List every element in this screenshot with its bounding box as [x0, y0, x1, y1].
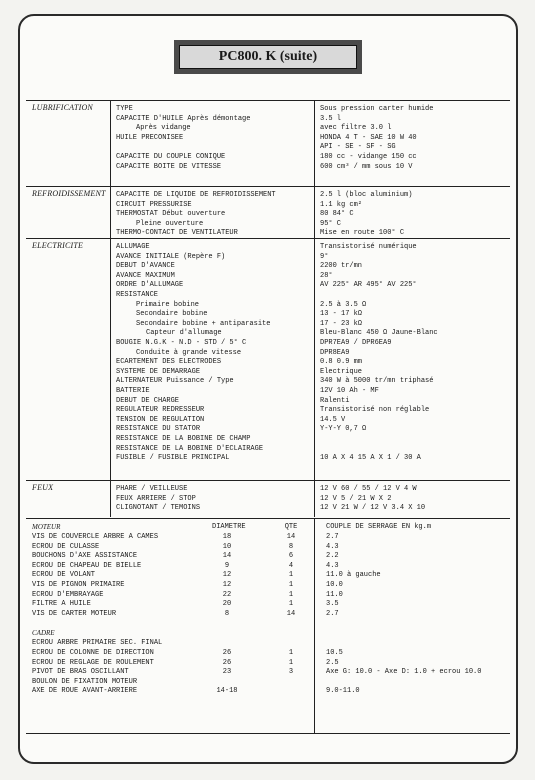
torque-value: 2.7 — [326, 609, 339, 618]
spec-label: TYPE — [116, 105, 133, 113]
torque-row — [26, 591, 510, 599]
spec-label: Primaire bobine — [136, 300, 200, 309]
spec-value: avec filtre 3.0 l — [320, 124, 392, 133]
spec-row — [26, 435, 510, 443]
quantity-value: 1 — [288, 600, 294, 609]
diameter-value: 26 — [222, 649, 232, 657]
couple-heading: COUPLE DE SERRAGE EN kg.m — [326, 523, 432, 531]
spec-value: 180 cc - vidange 150 cc — [320, 153, 417, 161]
part-label: ECROU DE CHAPEAU DE BIELLE — [32, 561, 142, 570]
spec-label: CIRCUIT PRESSURISE — [116, 200, 192, 209]
spec-value: 14.5 V — [320, 415, 346, 424]
spec-row — [26, 291, 510, 299]
spec-sheet — [18, 14, 518, 764]
spec-value: HONDA 4 T - SAE 10 W 40 — [320, 133, 417, 142]
section-feux — [26, 480, 510, 517]
column-divider — [314, 519, 315, 733]
spec-label: BOUGIE N.G.K - N.D - STD / 5° C — [116, 339, 247, 347]
spec-label: Capteur d'allumage — [146, 329, 222, 338]
torque-value: 11.0 — [326, 590, 343, 599]
spec-label: HUILE PRECONISEE — [116, 133, 184, 142]
diameter-value: 14-18 — [216, 687, 238, 696]
part-label: ECROU DE VOLANT — [32, 571, 96, 580]
spec-value: 12 V 5 / 21 W X 2 — [320, 494, 392, 503]
diameter-value: 18 — [222, 533, 232, 541]
spec-label: ALLUMAGE — [116, 243, 150, 251]
part-label: ECROU DE REGLAGE DE ROULEMENT — [32, 658, 154, 667]
spec-label: AVANCE MAXIMUM — [116, 271, 175, 280]
spec-row — [26, 153, 510, 161]
moteur-heading: MOTEUR — [32, 523, 61, 531]
spec-value: 12V 10 Ah - MF — [320, 387, 379, 395]
torque-value: 3.5 — [326, 600, 339, 609]
torque-value: 2.5 — [326, 658, 339, 667]
spec-label: DEBUT D'AVANCE — [116, 262, 175, 271]
spec-value: 13 - 17 kΩ — [320, 310, 363, 319]
spec-label: BATTERIE — [116, 387, 150, 395]
torque-value: 10.5 — [326, 649, 343, 657]
torque-value: 4.3 — [326, 542, 339, 551]
torque-row — [26, 678, 510, 686]
spec-row — [26, 485, 510, 493]
quantity-value: 14 — [286, 609, 296, 618]
torque-value: Axe G: 10.0 - Axe D: 1.0 + ecrou 10.0 — [326, 668, 482, 677]
spec-row — [26, 229, 510, 237]
spec-value: 28° — [320, 271, 333, 280]
torque-row — [26, 687, 510, 695]
torque-row — [26, 610, 510, 618]
spec-value: Transistorisé numérique — [320, 243, 417, 251]
spec-row — [26, 425, 510, 433]
spec-value: 95° C — [320, 219, 342, 228]
spec-row — [26, 387, 510, 395]
spec-value: 3.5 l — [320, 114, 342, 123]
spec-value: AV 225° AR 495° AV 225° — [320, 281, 417, 290]
spec-label: Après vidange — [136, 124, 191, 133]
section-electricite — [26, 238, 510, 481]
spec-label: CAPACITE DU COUPLE CONIQUE — [116, 153, 226, 161]
spec-row — [26, 272, 510, 280]
torque-value: 11.0 à gauche — [326, 571, 381, 580]
spec-label: CAPACITE DE LIQUIDE DE REFROIDISSEMENT — [116, 191, 276, 199]
spec-value: DPR7EA9 / DPR6EA9 — [320, 339, 392, 347]
torque-row — [26, 571, 510, 579]
spec-value: 1.1 kg cm² — [320, 200, 363, 209]
spec-row — [26, 339, 510, 347]
spec-row — [26, 301, 510, 309]
part-label: ECROU DE CULASSE — [32, 542, 100, 551]
spec-value: Transistorisé non réglable — [320, 406, 430, 415]
part-label: BOUCHONS D'AXE ASSISTANCE — [32, 552, 138, 561]
torque-row — [26, 600, 510, 608]
spec-row — [26, 368, 510, 376]
spec-row — [26, 191, 510, 199]
torque-value: 9.0-11.0 — [326, 687, 360, 696]
spec-value: 12 V 21 W / 12 V 3.4 X 10 — [320, 504, 426, 513]
spec-label: SYSTEME DE DEMARRAGE — [116, 367, 201, 376]
spec-label: Pleine ouverture — [136, 219, 204, 228]
torque-row — [26, 533, 510, 541]
part-label: AXE DE ROUE AVANT-ARRIERE — [32, 687, 138, 696]
diameter-value: 8 — [224, 609, 230, 618]
torque-row — [26, 649, 510, 657]
spec-row — [26, 320, 510, 328]
spec-row — [26, 310, 510, 318]
spec-value: Sous pression carter humide — [320, 105, 434, 113]
quantity-value: 3 — [288, 668, 294, 677]
spec-value: Electrique — [320, 367, 363, 376]
part-label: VIS DE PIGNON PRIMAIRE — [32, 581, 125, 589]
spec-label: ALTERNATEUR Puissance / Type — [116, 377, 234, 386]
spec-row — [26, 210, 510, 218]
diameter-value: 26 — [222, 658, 232, 667]
spec-row — [26, 262, 510, 270]
spec-value: 12 V 60 / 55 / 12 V 4 W — [320, 485, 417, 493]
quantity-value: 1 — [288, 658, 294, 667]
spec-row — [26, 416, 510, 424]
torque-value: 10.0 — [326, 581, 343, 589]
quantity-value: 1 — [288, 581, 294, 589]
torque-row — [26, 562, 510, 570]
spec-value: 9° — [320, 252, 329, 261]
diameter-value: 14 — [222, 552, 232, 561]
spec-row — [26, 134, 510, 142]
diameter-value: 10 — [222, 542, 232, 551]
quantity-value: 1 — [288, 571, 294, 580]
torque-value: 2.7 — [326, 533, 339, 541]
spec-value: Bleu-Blanc 450 Ω Jaune-Blanc — [320, 329, 438, 338]
quantity-value: 8 — [288, 542, 294, 551]
spec-row — [26, 281, 510, 289]
part-label: FILTRE A HUILE — [32, 600, 91, 609]
spec-row — [26, 329, 510, 337]
spec-value: 600 cm³ / mm sous 10 V — [320, 162, 413, 171]
spec-label: RESISTANCE DE LA BOBINE DE CHAMP — [116, 435, 251, 443]
page-title: PC800. K (suite) — [179, 45, 357, 69]
spec-value: 80 84° C — [320, 210, 354, 219]
spec-row — [26, 143, 510, 151]
spec-label: THERMOSTAT Début ouverture — [116, 210, 226, 219]
spec-label: ORDRE D'ALLUMAGE — [116, 281, 184, 290]
part-label: PIVOT DE BRAS OSCILLANT — [32, 668, 129, 677]
section-label: ELECTRICITE — [32, 241, 84, 250]
section-refroidissement — [26, 186, 510, 239]
spec-value: Mise en route 100° C — [320, 229, 405, 238]
diameter-value: 22 — [222, 590, 232, 599]
spec-label: AVANCE INITIALE (Repère F) — [116, 252, 226, 261]
spec-value: 0.8 0.9 mm — [320, 358, 363, 367]
diametre-heading: DIAMETRE — [212, 523, 246, 531]
spec-row — [26, 454, 510, 462]
spec-row — [26, 377, 510, 385]
title-frame — [174, 40, 362, 74]
diameter-value: 12 — [222, 581, 232, 589]
section-label: FEUX — [32, 483, 54, 492]
diameter-value: 20 — [222, 600, 232, 609]
spec-value: 2.5 à 3.5 Ω — [320, 300, 367, 309]
spec-label: RESISTANCE — [116, 291, 159, 299]
spec-value: API - SE - SF - SG — [320, 143, 396, 152]
spec-row — [26, 397, 510, 405]
spec-row — [26, 349, 510, 357]
qte-heading: QTE — [284, 523, 298, 531]
spec-label: ECARTEMENT DES ELECTRODES — [116, 358, 222, 367]
quantity-value: 4 — [288, 561, 294, 570]
spec-label: FUSIBLE / FUSIBLE PRINCIPAL — [116, 454, 230, 463]
spec-label: TENSION DE REGULATION — [116, 415, 205, 424]
section-label: REFROIDISSEMENT — [32, 189, 106, 198]
spec-row — [26, 504, 510, 512]
spec-row — [26, 115, 510, 123]
spec-value: Y-Y-Y 0,7 Ω — [320, 425, 367, 434]
spec-label: DEBUT DE CHARGE — [116, 396, 180, 405]
diameter-value: 9 — [224, 561, 230, 570]
part-label: ECROU DE COLONNE DE DIRECTION — [32, 649, 154, 657]
spec-label: Secondaire bobine — [136, 310, 208, 319]
section-lubrification — [26, 100, 510, 187]
torque-row — [26, 543, 510, 551]
diameter-value: 23 — [222, 668, 232, 677]
spec-label: CLIGNOTANT / TEMOINS — [116, 504, 201, 513]
spec-row — [26, 163, 510, 171]
spec-row — [26, 124, 510, 132]
spec-row — [26, 358, 510, 366]
torque-row — [26, 629, 510, 637]
quantity-value: 1 — [288, 590, 294, 599]
torque-row — [26, 639, 510, 647]
quantity-value: 1 — [288, 649, 294, 657]
part-label: ECROU ARBRE PRIMAIRE SEC. FINAL — [32, 639, 163, 648]
spec-label: CAPACITE BOITE DE VITESSE — [116, 162, 222, 171]
spec-value: 10 A X 4 15 A X 1 / 30 A — [320, 454, 421, 463]
part-label: BOULON DE FIXATION MOTEUR — [32, 677, 138, 686]
torque-row — [26, 581, 510, 589]
spec-label: RESISTANCE DU STATOR — [116, 425, 201, 434]
spec-value: 2200 tr/mn — [320, 262, 363, 271]
spec-value: Ralenti — [320, 396, 350, 405]
spec-label: THERMO-CONTACT DE VENTILATEUR — [116, 229, 238, 238]
spec-label: CAPACITE D'HUILE Après démontage — [116, 114, 251, 123]
cadre-heading: CADRE — [32, 629, 55, 638]
spec-row — [26, 253, 510, 261]
spec-label: FEUX ARRIERE / STOP — [116, 494, 196, 503]
diameter-value: 12 — [222, 571, 232, 580]
spec-label: Conduite à grande vitesse — [136, 348, 242, 357]
part-label: ECROU D'EMBRAYAGE — [32, 590, 104, 599]
torque-table — [26, 518, 510, 734]
part-label: VIS DE CARTER MOTEUR — [32, 609, 117, 618]
spec-row — [26, 243, 510, 251]
spec-value: 340 W à 5000 tr/mn triphasé — [320, 377, 434, 386]
spec-row — [26, 220, 510, 228]
torque-row — [26, 523, 510, 531]
spec-value: 2.5 l (bloc aluminium) — [320, 191, 413, 199]
torque-value: 2.2 — [326, 552, 339, 561]
spec-label: Secondaire bobine + antiparasite — [136, 319, 271, 328]
torque-value: 4.3 — [326, 561, 339, 570]
spec-row — [26, 201, 510, 209]
torque-row — [26, 552, 510, 560]
spec-row — [26, 105, 510, 113]
spec-value: 17 - 23 kΩ — [320, 319, 363, 328]
spec-label: PHARE / VEILLEUSE — [116, 485, 188, 493]
torque-row — [26, 659, 510, 667]
torque-row — [26, 668, 510, 676]
spec-row — [26, 495, 510, 503]
spec-label: REGULATEUR REDRESSEUR — [116, 406, 205, 415]
section-label: LUBRIFICATION — [32, 103, 93, 112]
quantity-value: 14 — [286, 533, 296, 541]
spec-label: RESISTANCE DE LA BOBINE D'ECLAIRAGE — [116, 444, 264, 453]
spec-row — [26, 406, 510, 414]
spec-row — [26, 445, 510, 453]
spec-value: DPR8EA9 — [320, 348, 350, 357]
quantity-value: 6 — [288, 552, 294, 561]
part-label: VIS DE COUVERCLE ARBRE A CAMES — [32, 533, 159, 541]
